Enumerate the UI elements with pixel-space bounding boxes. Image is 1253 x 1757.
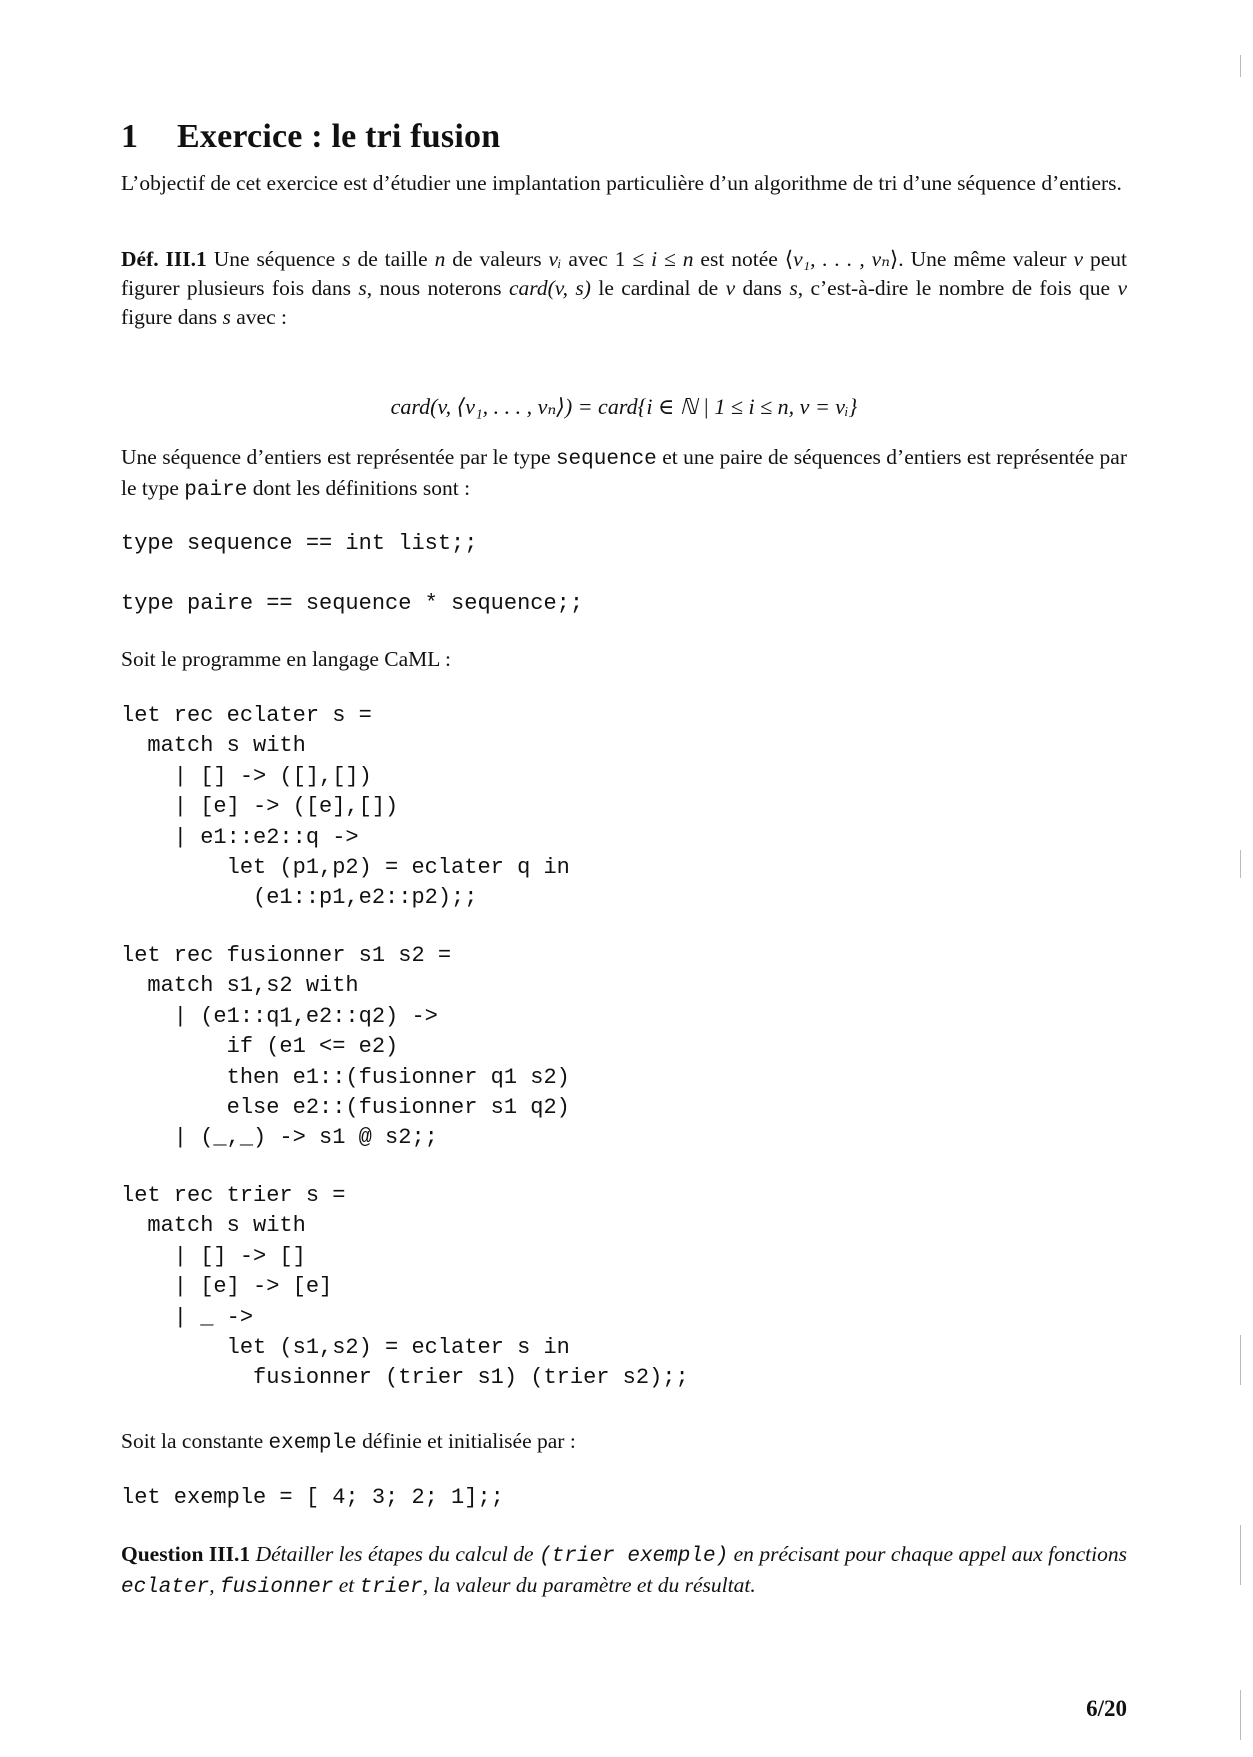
definition-text: de taille bbox=[350, 247, 435, 271]
definition-text: avec 1 ≤ bbox=[561, 247, 652, 271]
definition-text: ≤ bbox=[657, 247, 683, 271]
definition-text: le cardinal de bbox=[590, 276, 726, 300]
intro-paragraph: L’objectif de cet exercice est d’étudier une implantation particulière d’un algorithme de tri d’une séquence d’entiers. bbox=[121, 171, 1122, 195]
inline-code: eclater bbox=[121, 1576, 210, 1599]
math-var: v bbox=[725, 276, 736, 300]
trier-code: let rec trier s = match s with | [] -> [] | [e] -> [e] | _ -> let (s1,s2) = eclater s in fusionner (trier s1) (trier s2);; bbox=[121, 1183, 689, 1391]
scan-margin-mark bbox=[1240, 55, 1241, 77]
math-var: i bbox=[651, 247, 658, 271]
constant-text: Soit la constante bbox=[121, 1429, 269, 1453]
definition-text: est notée ⟨ bbox=[693, 247, 794, 271]
types-text: dont les définitions sont : bbox=[247, 476, 471, 500]
constant-paragraph bbox=[121, 1427, 1127, 1458]
definition-text: Une séquence bbox=[206, 247, 343, 271]
fusionner-code: let rec fusionner s1 s2 = match s1,s2 with | (e1::q1,e2::q2) -> if (e1 <= e2) then e1::(fusionner q1 s2) else e2::(fusionner s1 q2) | (_,_) -> s1 @ s2;; bbox=[121, 943, 570, 1151]
question-label: Question III.1 bbox=[121, 1542, 251, 1566]
inline-code: fusionner bbox=[219, 1576, 334, 1599]
question-text: Détailler les étapes du calcul de bbox=[250, 1542, 540, 1566]
definition-paragraph bbox=[121, 245, 1127, 332]
math-var: s bbox=[789, 276, 798, 300]
math-var: n bbox=[682, 247, 694, 271]
constant-text: définie et initialisée par : bbox=[356, 1429, 576, 1453]
type-paire-code: type paire == sequence * sequence;; bbox=[121, 591, 584, 616]
definition-text: de valeurs bbox=[445, 247, 549, 271]
cardinal-formula: card(v, ⟨v₁, . . . , vₙ⟩) = card{i ∈ ℕ | 1 ≤ i ≤ n, v = vᵢ} bbox=[390, 394, 858, 419]
scan-margin-mark bbox=[1240, 850, 1241, 878]
question-paragraph bbox=[121, 1540, 1127, 1602]
section-number: 1 bbox=[121, 118, 139, 155]
question-text: en précisant pour chaque appel aux fonctions bbox=[728, 1542, 1127, 1566]
question-text: , bbox=[209, 1573, 220, 1597]
math-var: v bbox=[1073, 247, 1084, 271]
math-var: n bbox=[434, 247, 446, 271]
definition-text: , c’est-à-dire le nombre de fois que bbox=[797, 276, 1118, 300]
definition-label: Déf. III.1 bbox=[121, 247, 207, 271]
math-sequence: v₁, . . . , vₙ bbox=[793, 247, 890, 271]
math-var: v bbox=[1117, 276, 1128, 300]
math-var: s bbox=[342, 247, 351, 271]
definition-text: dans bbox=[735, 276, 790, 300]
definition-text: ⟩. Une même valeur bbox=[889, 247, 1074, 271]
section-title-text: Exercice : le tri fusion bbox=[177, 118, 501, 155]
eclater-code: let rec eclater s = match s with | [] -> ([],[]) | [e] -> ([e],[]) | e1::e2::q -> let (p1,p2) = eclater q in (e1::p1,e2::p2);; bbox=[121, 703, 570, 911]
inline-code: trier bbox=[359, 1576, 423, 1599]
question-text: , la valeur du paramètre et du résultat. bbox=[422, 1573, 756, 1597]
types-text: et une paire de séquences d’entiers est représentée par le type bbox=[121, 445, 1127, 500]
types-text: Une séquence d’entiers est représentée par le type bbox=[121, 445, 556, 469]
inline-code: sequence bbox=[555, 448, 657, 471]
program-intro: Soit le programme en langage CaML : bbox=[121, 647, 451, 671]
types-paragraph bbox=[121, 443, 1127, 505]
section-title bbox=[121, 118, 500, 156]
exemple-code: let exemple = [ 4; 3; 2; 1];; bbox=[121, 1485, 504, 1510]
inline-code: exemple bbox=[268, 1432, 357, 1455]
math-var: s bbox=[358, 276, 367, 300]
inline-code: paire bbox=[184, 479, 248, 502]
inline-code: (trier exemple) bbox=[539, 1545, 729, 1568]
definition-text: figure dans bbox=[121, 305, 223, 329]
scan-margin-mark bbox=[1240, 1525, 1241, 1585]
type-sequence-code: type sequence == int list;; bbox=[121, 531, 478, 556]
definition-text: avec : bbox=[230, 305, 287, 329]
scan-margin-mark bbox=[1240, 1335, 1241, 1385]
math-card: card(v, s) bbox=[508, 276, 591, 300]
scan-margin-mark bbox=[1240, 1690, 1241, 1740]
question-text: et bbox=[333, 1573, 360, 1597]
math-var: s bbox=[222, 305, 231, 329]
definition-text: peut figurer plusieurs fois dans bbox=[121, 247, 1127, 300]
page-number: 6/20 bbox=[1086, 1696, 1127, 1721]
definition-text: , nous noterons bbox=[366, 276, 509, 300]
math-var: vᵢ bbox=[548, 247, 562, 271]
